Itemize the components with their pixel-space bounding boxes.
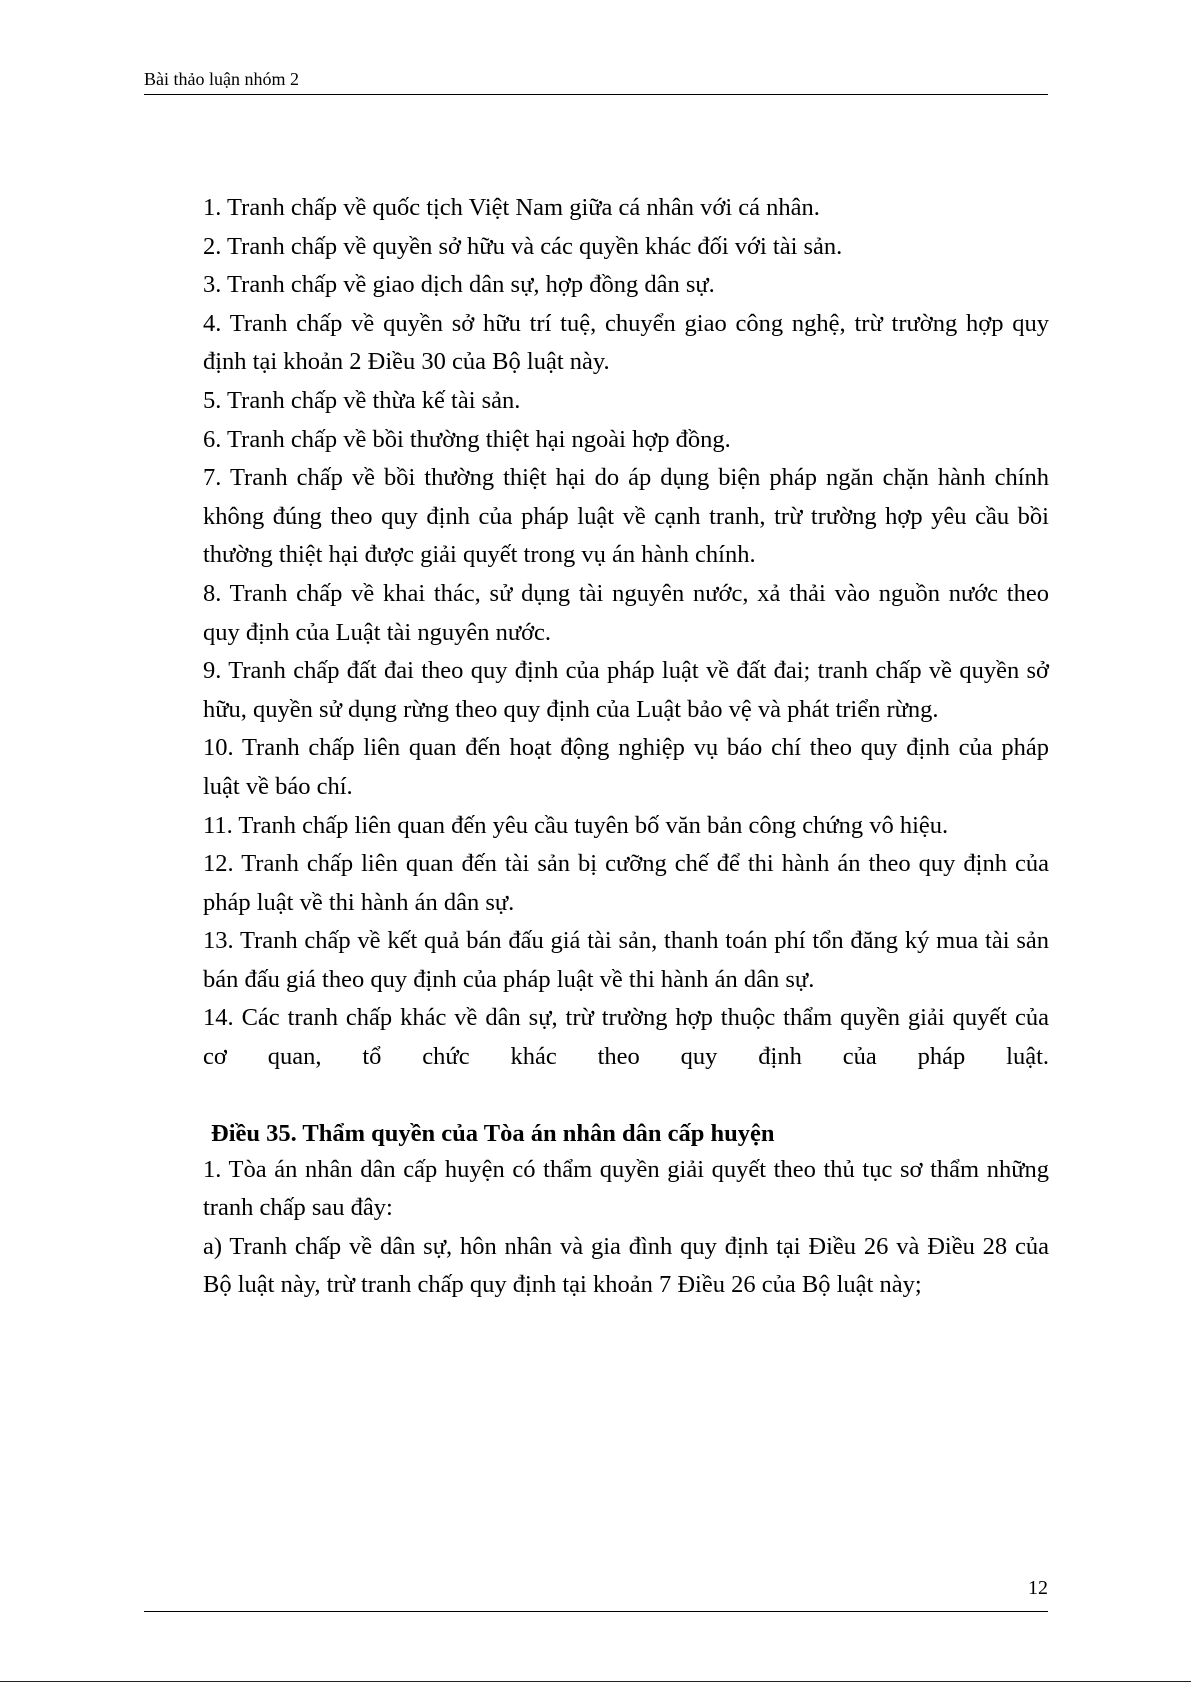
article-paragraph: a) Tranh chấp về dân sự, hôn nhân và gia đình quy định tại Điều 26 và Điều 28 của Bộ luật này, trừ tranh chấp quy định tại khoản 7 Điều 26 của Bộ luật này; <box>203 1232 1049 1299</box>
list-item: 10. Tranh chấp liên quan đến hoạt động nghiệp vụ báo chí theo quy định của pháp luật về báo chí. <box>203 734 1049 800</box>
list-item: 14. Các tranh chấp khác về dân sự, trừ trường hợp thuộc thẩm quyền giải quyết của cơ quan, tổ chức khác theo quy định của pháp luật. <box>203 1004 1049 1071</box>
list-item: 7. Tranh chấp về bồi thường thiệt hại do áp dụng biện pháp ngăn chặn hành chính không đúng theo quy định của pháp luật về cạnh tranh, trừ trường hợp yêu cầu bồi thường thiệt hại được giải quyết trong vụ án hành chính. <box>203 464 1049 569</box>
list-item: 1. Tranh chấp về quốc tịch Việt Nam giữa cá nhân với cá nhân. <box>203 194 820 221</box>
page-number: 12 <box>1028 1577 1048 1599</box>
list-item: 11. Tranh chấp liên quan đến yêu cầu tuyên bố văn bản công chứng vô hiệu. <box>203 811 949 839</box>
list-item: 6. Tranh chấp về bồi thường thiệt hại ngoài hợp đồng. <box>203 425 731 453</box>
list-item: 5. Tranh chấp về thừa kế tài sản. <box>203 386 521 414</box>
page-bottom-edge <box>0 1681 1191 1682</box>
running-header: Bài thảo luận nhóm 2 <box>144 69 299 89</box>
article-paragraph: 1. Tòa án nhân dân cấp huyện có thẩm quyền giải quyết theo thủ tục sơ thẩm những tranh chấp sau đây: <box>203 1155 1049 1222</box>
list-item: 8. Tranh chấp về khai thác, sử dụng tài nguyên nước, xả thải vào nguồn nước theo quy định của Luật tài nguyên nước. <box>203 579 1049 646</box>
article-heading: Điều 35. Thẩm quyền của Tòa án nhân dân cấp huyện <box>211 1119 775 1147</box>
header-divider <box>144 94 1048 95</box>
list-item: 13. Tranh chấp về kết quả bán đấu giá tài sản, thanh toán phí tổn đăng ký mua tài sản bán đấu giá theo quy định của pháp luật về thi hành án dân sự. <box>203 927 1049 993</box>
document-body <box>203 189 1049 1305</box>
list-item: 9. Tranh chấp đất đai theo quy định của pháp luật về đất đai; tranh chấp về quyền sở hữu, quyền sử dụng rừng theo quy định của Luật bảo vệ và phát triển rừng. <box>203 657 1049 723</box>
list-item: 3. Tranh chấp về giao dịch dân sự, hợp đồng dân sự. <box>203 271 715 299</box>
list-item: 12. Tranh chấp liên quan đến tài sản bị cưỡng chế để thi hành án theo quy định của pháp luật về thi hành án dân sự. <box>203 850 1049 916</box>
footer-divider <box>144 1611 1048 1612</box>
list-item: 4. Tranh chấp về quyền sở hữu trí tuệ, chuyển giao công nghệ, trừ trường hợp quy định tại khoản 2 Điều 30 của Bộ luật này. <box>203 309 1049 376</box>
list-item: 2. Tranh chấp về quyền sở hữu và các quyền khác đối với tài sản. <box>203 232 843 260</box>
